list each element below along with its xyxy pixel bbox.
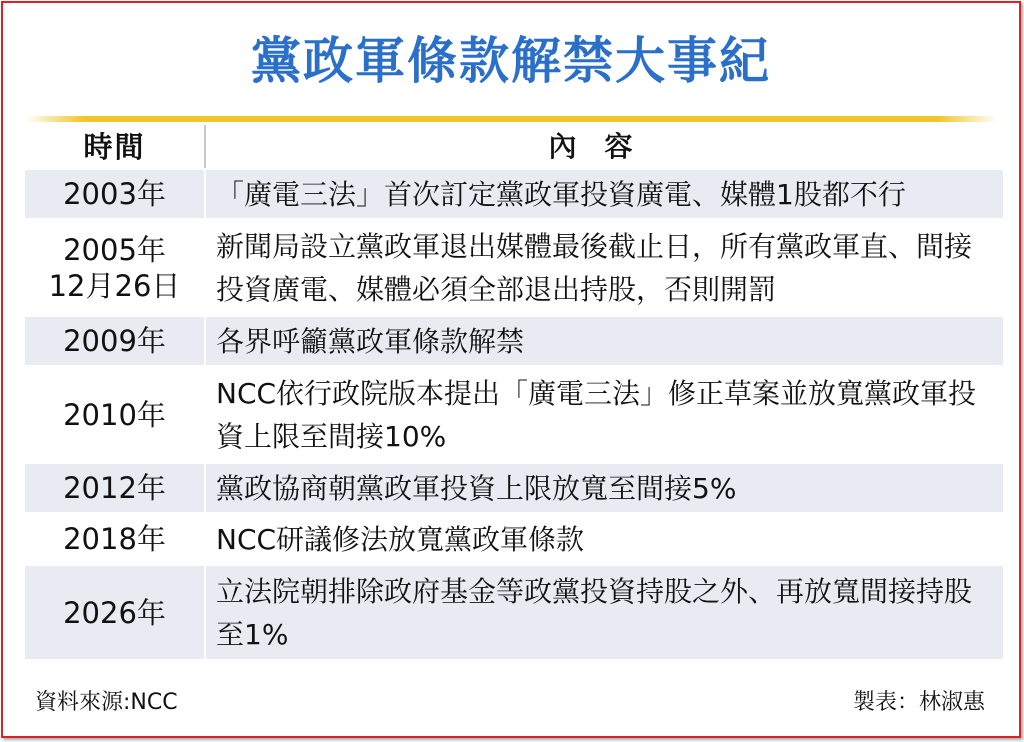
table-row <box>25 317 1003 365</box>
footer <box>35 689 985 717</box>
table-header-row <box>25 125 1003 168</box>
row-time: 2009年 <box>25 317 204 365</box>
row-content: NCC依行政院版本提出「廣電三法」修正草案並放寬黨政軍投資上限至間接10% <box>216 376 977 453</box>
row-time: 2026年 <box>25 566 204 659</box>
row-time: 2018年 <box>63 522 166 556</box>
header-time: 時間 <box>83 129 146 164</box>
row-time: 2003年 <box>25 170 204 218</box>
row-time-date: 12月26日 <box>48 268 181 303</box>
table-row <box>25 170 1003 218</box>
table-row <box>25 368 1003 461</box>
table-row <box>25 566 1003 659</box>
row-content: NCC研議修法放寬黨政軍條款 <box>216 522 585 556</box>
row-content: 「廣電三法」首次訂定黨政軍投資廣電、媒體1股都不行 <box>206 170 1003 218</box>
row-time: 2010年 <box>63 397 166 432</box>
header-content-label: 內容 <box>548 130 661 163</box>
page-title: 黨政軍條款解禁大事紀 <box>251 32 771 90</box>
table-row <box>25 221 1003 314</box>
table-row <box>25 464 1003 512</box>
source-note: 資料來源:NCC <box>35 690 178 715</box>
infographic-frame <box>1 1 1021 738</box>
header-content <box>206 125 1003 168</box>
row-content: 黨政協商朝黨政軍投資上限放寬至間接5% <box>206 464 1003 512</box>
row-content: 新聞局設立黨政軍退出媒體最後截止日，所有黨政軍直、間接投資廣電、媒體必須全部退出持股，否則開罰 <box>216 229 973 306</box>
row-time: 2012年 <box>25 464 204 512</box>
row-content: 各界呼籲黨政軍條款解禁 <box>206 317 1003 365</box>
title-divider <box>25 116 997 122</box>
row-time-year: 2005年 <box>63 232 166 267</box>
table-row <box>25 515 1003 563</box>
timeline-table <box>25 125 1003 662</box>
credit-note: 製表：林淑惠 <box>852 690 985 715</box>
row-time <box>25 221 204 314</box>
row-content: 立法院朝排除政府基金等政黨投資持股之外、再放寬間接持股至1% <box>206 566 1003 659</box>
